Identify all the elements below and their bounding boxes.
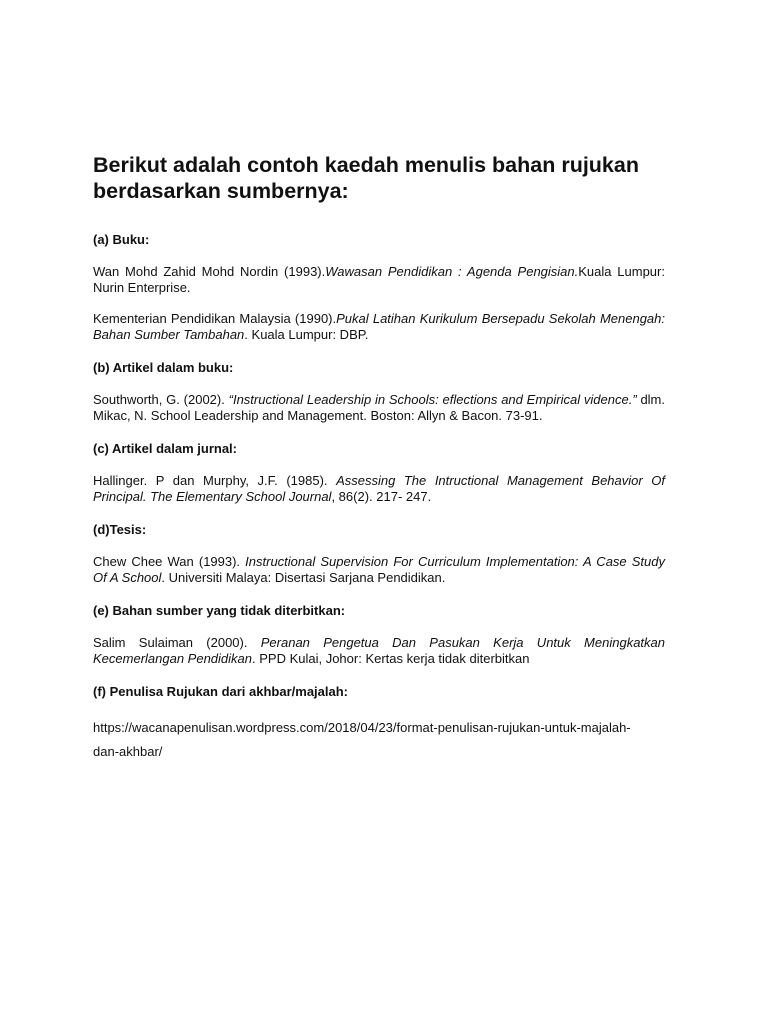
- page-title: Berikut adalah contoh kaedah menulis bahan rujukan berdasarkan sumbernya:: [93, 153, 639, 203]
- reference-publisher: . Universiti Malaya: Disertasi Sarjana Pendidikan.: [161, 569, 446, 585]
- reference-publisher: , 86(2). 217- 247.: [331, 488, 432, 504]
- reference-publisher: . PPD Kulai, Johor: Kertas kerja tidak diterbitkan: [252, 650, 530, 666]
- reference-entry: [93, 554, 665, 585]
- section-heading-buku: (a) Buku:: [93, 232, 150, 247]
- reference-author-year: Salim Sulaiman (2000).: [93, 635, 261, 650]
- reference-entry: [93, 311, 665, 342]
- section-heading-artikel-buku: (b) Artikel dalam buku:: [93, 360, 234, 375]
- reference-publisher: . Kuala Lumpur: DBP.: [244, 326, 369, 342]
- reference-title: “Instructional Leadership in Schools: eflections and Empirical vidence.”: [228, 392, 637, 407]
- reference-title: Instructional Supervision For Curriculum Implementation: A Case Study Of A School: [93, 554, 665, 585]
- reference-title: Assessing The Intructional Management Behavior Of Principal. The Elementary School Journal: [93, 473, 665, 504]
- reference-url-link[interactable]: https://wacanapenulisan.wordpress.com/2018/04/23/format-penulisan-rujukan-untuk-majalah-dan-akhbar/: [93, 720, 631, 759]
- reference-author-year: Chew Chee Wan (1993).: [93, 554, 246, 569]
- section-heading-tesis: (d)Tesis:: [93, 522, 147, 537]
- section-heading-akhbar-majalah: (f) Penulisa Rujukan dari akhbar/majalah:: [93, 684, 349, 699]
- reference-entry: [93, 473, 665, 504]
- reference-title: Wawasan Pendidikan : Agenda Pengisian.: [325, 264, 579, 279]
- reference-entry: [93, 264, 665, 295]
- reference-publisher: Kuala Lumpur: Nurin Enterprise.: [93, 264, 665, 295]
- reference-publisher: dlm. Mikac, N. School Leadership and Management. Boston: Allyn & Bacon. 73-91.: [93, 392, 665, 423]
- section-heading-tidak-diterbitkan: (e) Bahan sumber yang tidak diterbitkan:: [93, 603, 346, 618]
- reference-title: Peranan Pengetua Dan Pasukan Kerja Untuk Meningkatkan Kecemerlangan Pendidikan: [93, 635, 665, 666]
- reference-author-year: Southworth, G. (2002).: [93, 392, 229, 407]
- section-heading-artikel-jurnal: (c) Artikel dalam jurnal:: [93, 441, 237, 456]
- reference-entry: [93, 635, 665, 666]
- reference-author-year: Kementerian Pendidikan Malaysia (1990).: [93, 311, 337, 326]
- document-page: [93, 152, 665, 764]
- reference-author-year: Wan Mohd Zahid Mohd Nordin (1993).: [93, 264, 326, 279]
- reference-title: Pukal Latihan Kurikulum Bersepadu Sekolah Menengah: Bahan Sumber Tambahan: [93, 311, 665, 342]
- reference-entry: [93, 392, 665, 423]
- reference-author-year: Hallinger. P dan Murphy, J.F. (1985).: [93, 473, 337, 488]
